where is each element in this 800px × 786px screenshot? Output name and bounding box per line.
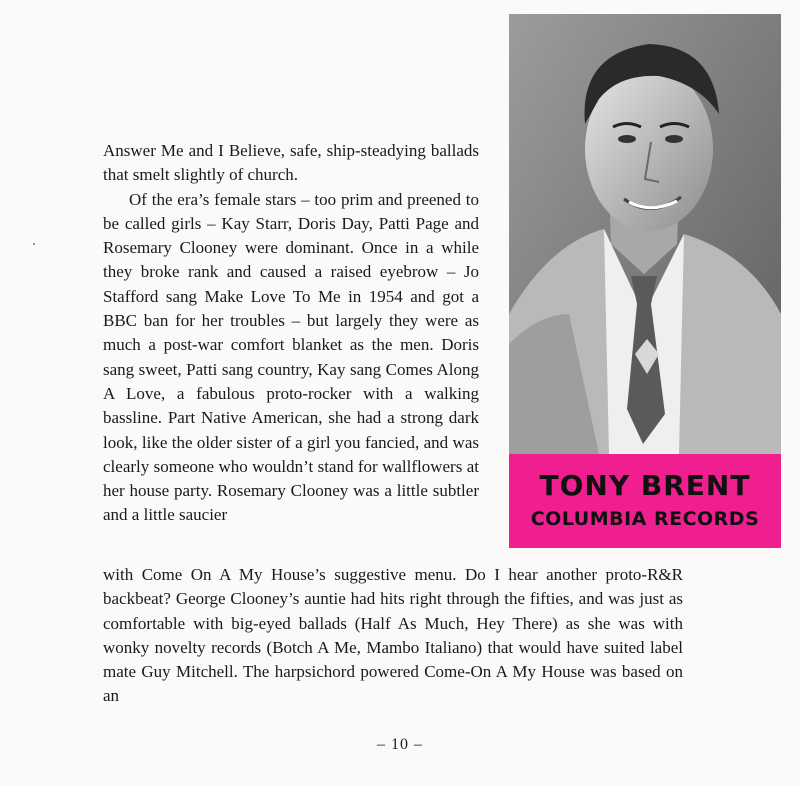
photo-caption xyxy=(509,454,781,548)
text-full-width xyxy=(103,563,683,709)
paragraph-2-continued: with Come On A My House’s suggestive menu. Do I hear another proto-R&R backbeat? George Clooney’s auntie had hits right through the fifties, and was just as comfortable with big-eyed ballads (Half As Much, Hey There) as she was with wonky novelty records (Botch A Me, Mambo Italiano) that would have suited label mate Guy Mitchell. The harpsichord powered Come-On A My House was based on an xyxy=(103,565,683,706)
caption-name: TONY BRENT xyxy=(539,469,751,502)
paragraph-2: Of the era’s female stars – too prim and preened to be called girls – Kay Starr, Doris Day, Patti Page and Rosemary Clooney were dominant. Once in a while they broke rank and caused a raised eyebrow – Jo Stafford sang Make Love To Me in 1954 and got a BBC ban for her troubles – but largely they were as much a post-war comfort blanket as the men. Doris sang sweet, Patti sang country, Kay sang Comes Along A Love, a fabulous proto-rocker with a walking bassline. Part Native American, she had a strong dark look, like the older sister of a girl you fancied, and was clearly someone who wouldn’t stand for wallflowers at her house party. Rosemary Clooney was a little subtler and a little saucier xyxy=(103,189,479,525)
photo-card xyxy=(509,14,781,534)
paragraph-1: Answer Me and I Believe, safe, ship-steadying ballads that smelt slightly of church. xyxy=(103,141,479,185)
caption-label: COLUMBIA RECORDS xyxy=(530,508,760,530)
page-number: – 10 – xyxy=(377,736,423,753)
text-column xyxy=(103,139,479,528)
portrait-photo-icon xyxy=(509,14,781,454)
print-speck xyxy=(33,243,35,245)
portrait-photo xyxy=(509,14,781,454)
